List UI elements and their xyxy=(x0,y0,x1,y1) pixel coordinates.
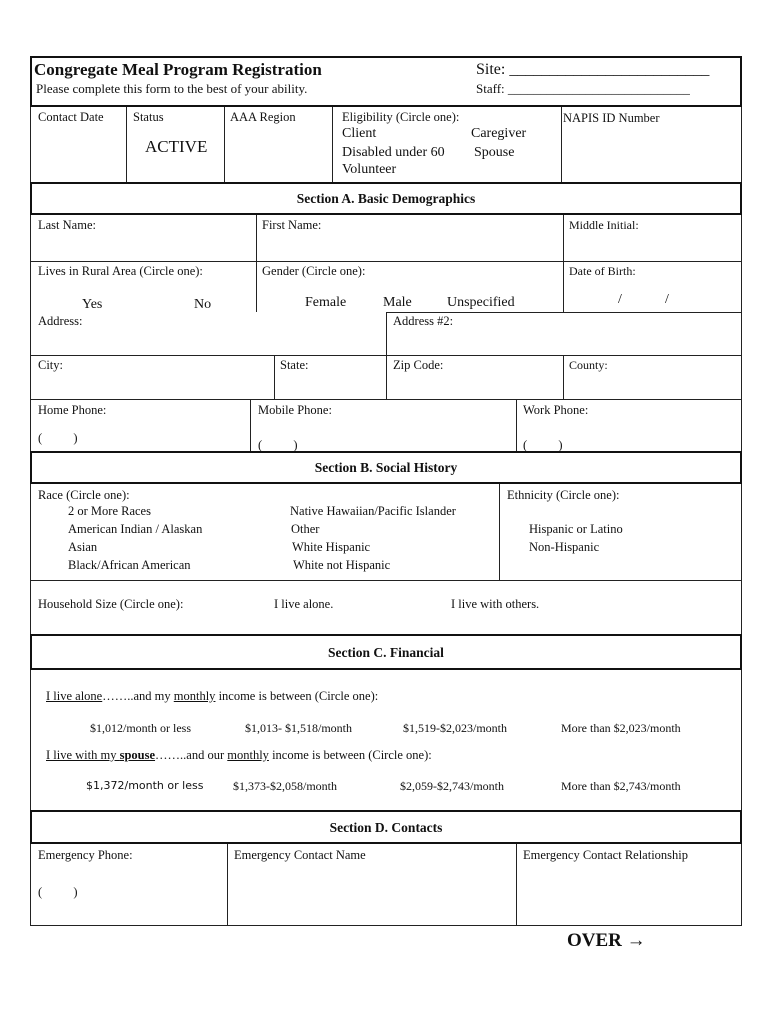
eligibility-label: Eligibility (Circle one): xyxy=(342,110,460,124)
spouse-text-b: spouse xyxy=(119,748,156,762)
eligibility-client[interactable]: Client xyxy=(342,126,377,141)
address2-field[interactable]: Address #2: xyxy=(393,314,454,328)
race-option[interactable]: 2 or More Races xyxy=(68,504,151,518)
alone-end: income is between (Circle one): xyxy=(215,689,379,703)
section-b-title: Section B. Social History xyxy=(314,460,458,475)
spouse-mid: ……..and our xyxy=(155,748,228,762)
ethnicity-option[interactable]: Non-Hispanic xyxy=(529,540,600,554)
middle-initial-field[interactable]: Middle Initial: xyxy=(569,218,639,232)
gender-female[interactable]: Female xyxy=(305,295,347,310)
city-field[interactable]: City: xyxy=(38,358,64,372)
alone-text: I live alone xyxy=(46,689,103,703)
zip-field[interactable]: Zip Code: xyxy=(393,358,444,372)
gender-male[interactable]: Male xyxy=(383,295,412,310)
state-field[interactable]: State: xyxy=(280,358,309,372)
site-field[interactable]: Site: _________________________ xyxy=(476,61,710,78)
race-option[interactable]: Other xyxy=(291,522,320,536)
ethnicity-option[interactable]: Hispanic or Latino xyxy=(529,522,623,536)
eligibility-caregiver[interactable]: Caregiver xyxy=(471,126,527,141)
emergency-relationship-field[interactable]: Emergency Contact Relationship xyxy=(523,848,689,862)
rural-yes[interactable]: Yes xyxy=(82,297,103,312)
eligibility-disabled[interactable]: Disabled under 60 xyxy=(342,145,445,160)
race-option[interactable]: Black/African American xyxy=(68,558,191,572)
emergency-name-field[interactable]: Emergency Contact Name xyxy=(234,848,366,862)
work-phone-paren: ( ) xyxy=(523,438,563,452)
alone-income-option[interactable]: $1,013- $1,518/month xyxy=(245,721,352,735)
eligibility-spouse[interactable]: Spouse xyxy=(474,145,515,160)
address-field[interactable]: Address: xyxy=(38,314,83,328)
work-phone-field[interactable]: Work Phone: xyxy=(523,403,589,417)
emergency-phone-field[interactable]: Emergency Phone: xyxy=(38,848,133,862)
first-name-field[interactable]: First Name: xyxy=(262,218,322,232)
household-alone[interactable]: I live alone. xyxy=(274,597,334,611)
spouse-text-a: I live with my xyxy=(46,748,120,762)
section-c-title: Section C. Financial xyxy=(328,645,444,660)
spouse-income-option[interactable]: $1,373-$2,058/month xyxy=(233,779,337,793)
form-title: Congregate Meal Program Registration xyxy=(34,60,322,79)
alone-income-line xyxy=(46,688,378,704)
alone-income-option[interactable]: $1,519-$2,023/month xyxy=(403,721,507,735)
staff-field[interactable]: Staff: ____________________________ xyxy=(476,81,690,96)
spouse-end: income is between (Circle one): xyxy=(268,748,432,762)
county-field[interactable]: County: xyxy=(569,358,608,372)
section-d-title: Section D. Contacts xyxy=(329,820,443,835)
race-option[interactable]: Asian xyxy=(68,540,98,554)
home-phone-field[interactable]: Home Phone: xyxy=(38,403,107,417)
eligibility-volunteer[interactable]: Volunteer xyxy=(342,162,397,177)
spouse-monthly: monthly xyxy=(227,748,269,762)
spouse-income-option[interactable]: $2,059-$2,743/month xyxy=(400,779,504,793)
gender-label: Gender (Circle one): xyxy=(262,264,366,278)
last-name-field[interactable]: Last Name: xyxy=(38,218,96,232)
contact-date-label: Contact Date xyxy=(38,110,104,124)
dob-label: Date of Birth: xyxy=(569,264,636,278)
over-label: OVER → xyxy=(567,930,646,951)
ethnicity-label: Ethnicity (Circle one): xyxy=(507,488,620,502)
race-option[interactable]: White not Hispanic xyxy=(293,558,391,572)
gender-unspecified[interactable]: Unspecified xyxy=(447,295,515,310)
spouse-income-option[interactable]: $1,372/month or less xyxy=(86,779,204,792)
home-phone-paren: ( ) xyxy=(38,431,78,445)
spouse-income-option[interactable]: More than $2,743/month xyxy=(561,779,681,793)
alone-income-option[interactable]: $1,012/month or less xyxy=(90,721,191,735)
race-option[interactable]: Native Hawaiian/Pacific Islander xyxy=(290,504,456,518)
emergency-phone-paren: ( ) xyxy=(38,885,78,899)
dob-slash-1: / xyxy=(618,292,622,307)
status-label: Status xyxy=(133,110,164,124)
section-a-title: Section A. Basic Demographics xyxy=(296,191,476,206)
napis-label: NAPIS ID Number xyxy=(563,111,660,125)
alone-income-option[interactable]: More than $2,023/month xyxy=(561,721,681,735)
aaa-region-label: AAA Region xyxy=(230,110,296,124)
dob-slash-2: / xyxy=(665,292,669,307)
race-option[interactable]: White Hispanic xyxy=(292,540,371,554)
status-value: ACTIVE xyxy=(145,137,208,156)
race-option[interactable]: American Indian / Alaskan xyxy=(68,522,203,536)
rural-no[interactable]: No xyxy=(194,297,212,312)
spouse-income-line xyxy=(46,747,432,763)
mobile-phone-field[interactable]: Mobile Phone: xyxy=(258,403,332,417)
alone-monthly: monthly xyxy=(173,689,216,703)
household-label: Household Size (Circle one): xyxy=(38,597,184,611)
rural-label: Lives in Rural Area (Circle one): xyxy=(38,264,203,278)
household-others[interactable]: I live with others. xyxy=(451,597,540,611)
alone-mid: ……..and my xyxy=(102,689,174,703)
race-label: Race (Circle one): xyxy=(38,488,130,502)
form-subtitle: Please complete this form to the best of your ability. xyxy=(36,81,308,96)
mobile-phone-paren: ( ) xyxy=(258,438,298,452)
